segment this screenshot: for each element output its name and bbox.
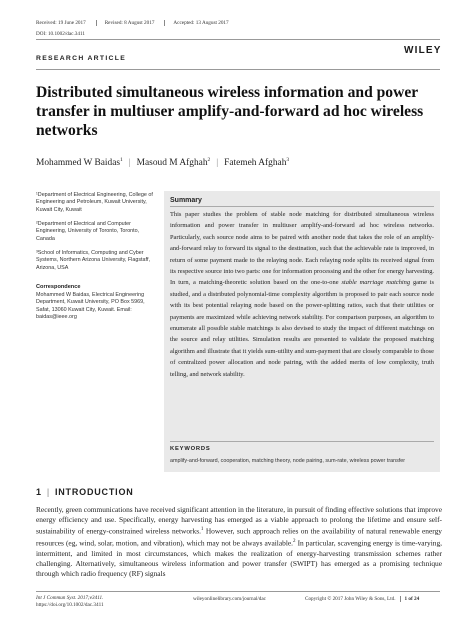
- keywords-text: amplify-and-forward, cooperation, matching theory, node pairing, sum-rate, wireless power transfer: [170, 458, 406, 464]
- doi: DOI: 10.1002/dac.3411: [36, 31, 85, 37]
- article-history: [36, 20, 247, 26]
- page-number: 1 of 24: [400, 596, 420, 602]
- footer-citation: [36, 595, 104, 609]
- journal-citation: Int J Commun Syst. 2017;e3411.: [36, 595, 104, 601]
- author-affiliation-mark: 2: [207, 157, 211, 163]
- summary-text-part: game is studied, and a distributed polynomial-time complexity algorithm is proposed to pair each source node with its best potential relaying node based on the power-splitting ratios, such that their utilities or payments are maximized while achieving network stability. For comparison purposes, an algorithm to enumerate all possible stable matchings is also devised to study the impact of different matchings on the source and relay utilities. Simulation results are presented to validate the proposed matching algorithm and illustrate that it yields sum-utility and sum-payment that are closely comparable to those of centralized power allocation and node pairing, with the added merits of low complexity, truth telling, and network stability.: [170, 279, 434, 378]
- author-separator: |: [216, 158, 219, 169]
- affiliation: ³School of Informatics, Computing and Cyber Systems, Northern Arizona University, Flagstaff, Arizona, USA: [36, 250, 150, 271]
- citation-link[interactable]: 1: [200, 527, 204, 533]
- summary-divider: [170, 206, 434, 207]
- doi-link[interactable]: https://doi.org/10.1002/dac.3411: [36, 602, 104, 608]
- footer-divider: [36, 591, 440, 592]
- correspondence-text: Mohammed W Baidas, Electrical Engineering Department, Kuwait University, PO Box 5969, Safat, 13060 Kuwait City, Kuwait. Email: baidas@ieee.org: [36, 292, 145, 321]
- section-number: 1: [36, 487, 42, 497]
- author-name: Mohammed W Baidas: [36, 158, 121, 169]
- author-separator: |: [128, 158, 131, 169]
- intro-text-part: In particular, scavenging energy is time-varying, intermittent, and limited in most circumstances, which makes the realization of energy-harvesting transmission schemes rather challenging. Alternatively, simultaneous wireless information and power transfer (SWIPT) has emerged as a promising technique through which radio frequency (RF) signals: [36, 538, 442, 579]
- revised-date: Revised: 8 August 2017: [105, 20, 166, 26]
- keywords-heading: KEYWORDS: [170, 446, 211, 452]
- author-list: [36, 157, 289, 168]
- summary-heading: Summary: [170, 197, 202, 204]
- author-name: Fatemeh Afghah: [224, 158, 287, 169]
- summary-text-part: This paper studies the problem of stable node matching for distributed simultaneous wireless information and power transfer in multiuser amplify-and-forward ad hoc wireless networks. Particularly, each source node aims to be paired with another node that takes the role of an amplify-and-forward relay to forward its signal to the destination, such that the achievable rate is improved, in return of some payment made to the relaying node. Each relaying node splits its received signal from its respective source into two parts: one for information processing and the other for energy harvesting. In turn, a matching-theoretic solution based on the one-to-one: [170, 211, 434, 287]
- copyright-notice: Copyright © 2017 John Wiley & Sons, Ltd.: [305, 596, 396, 602]
- summary-emphasis: stable marriage matching: [341, 279, 411, 287]
- section-heading: [36, 487, 134, 497]
- affiliation: ¹Department of Electrical Engineering, College of Engineering and Petroleum, Kuwait University, Kuwait City, Kuwait: [36, 192, 153, 213]
- author-name: Masoud M Afghah: [136, 158, 208, 169]
- section-divider: [36, 69, 440, 70]
- publisher-logo: WILEY: [404, 45, 442, 56]
- intro-text-part: Recently, green communications have received significant attention in the literature, in pursuit of finding effective solutions that improve energy efficiency and use. Specifically, energy harvesting has emerged as a viable approach to prolong the lifetime and ensure self-sustainability of energy-constrained wireless networks.: [36, 505, 442, 536]
- citation-link[interactable]: 2: [293, 539, 296, 545]
- author-affiliation-mark: 3: [286, 157, 290, 163]
- affiliation: ²Department of Electrical and Computer Engineering, University of Toronto, Toronto, Canada: [36, 221, 140, 242]
- accepted-date: Accepted: 13 August 2017: [173, 20, 229, 26]
- intro-text-part: However, such approach relies on the availability of natural renewable energy resources (eg, wind, solar, motion, and vibration), which may not be always available.: [36, 526, 443, 548]
- summary-text: [170, 209, 434, 380]
- journal-site-link[interactable]: wileyonlinelibrary.com/journal/dac: [193, 596, 266, 602]
- keywords-divider: [170, 441, 434, 442]
- paper-title: Distributed simultaneous wireless information and power transfer in multiuser amplify-and-forward ad hoc wireless networks: [36, 84, 424, 139]
- header-divider: [36, 39, 440, 40]
- correspondence-heading: Correspondence: [36, 284, 81, 290]
- intro-paragraph: [36, 505, 442, 579]
- section-label: RESEARCH ARTICLE: [36, 55, 127, 62]
- heading-separator: |: [46, 487, 50, 497]
- section-title: INTRODUCTION: [54, 487, 134, 497]
- author-affiliation-mark: 1: [120, 157, 123, 163]
- received-date: Received: 19 June 2017: [36, 20, 97, 26]
- footer-right: [305, 596, 419, 602]
